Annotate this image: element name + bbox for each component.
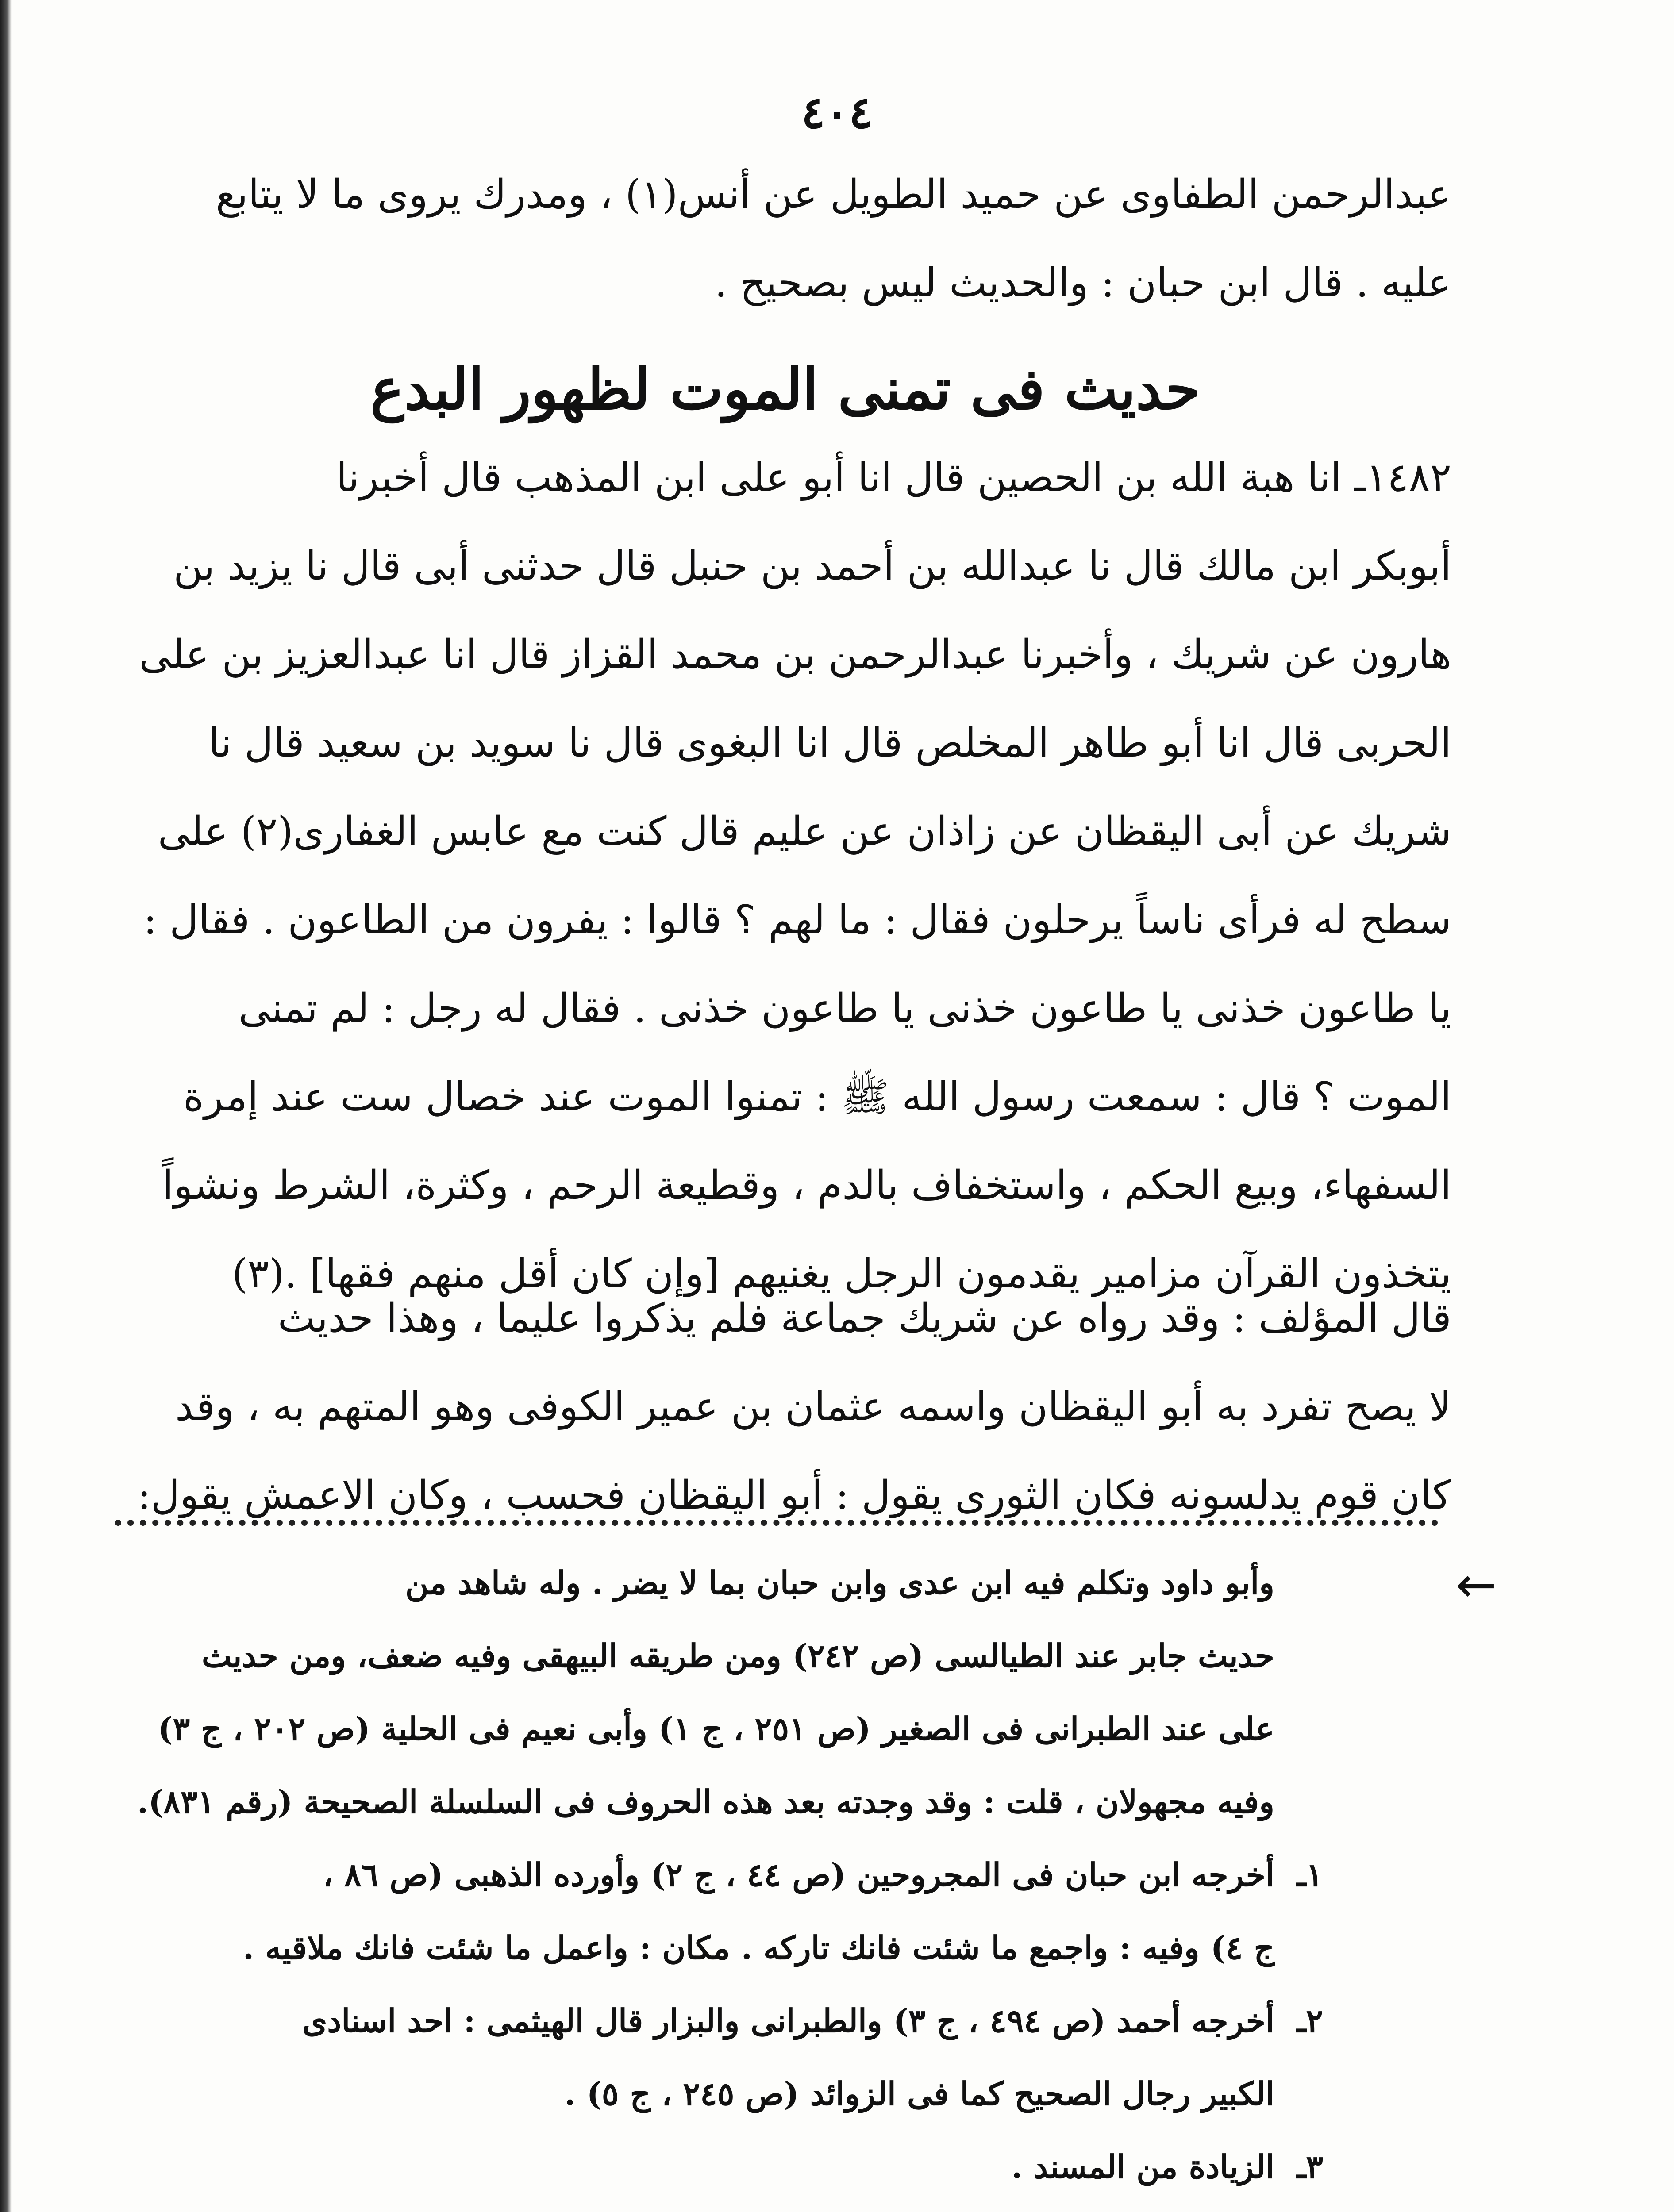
hadith-line: الحربى قال انا أبو طاهر المخلص قال انا البغوى قال نا سويد بن سعيد قال نا [208, 720, 1451, 766]
author-note-line: كان قوم يدلسونه فكان الثورى يقول : أبو اليقظان فحسب ، وكان الاعمش يقول: [137, 1472, 1451, 1518]
footnote-text: الزيادة من المسند . [1011, 2148, 1274, 2185]
intro-line: عبدالرحمن الطفاوى عن حميد الطويل عن أنس(١) ، ومدرك يروى ما لا يتابع [216, 171, 1451, 218]
page-binding-shadow [0, 0, 12, 2212]
hadith-line: السفهاء، وبيع الحكم ، واستخفاف بالدم ، وقطيعة الرحم ، وكثرة، الشرط ونشواً [162, 1162, 1451, 1209]
hadith-line: سطح له فرأى ناساً يرحلون فقال : ما لهم ؟ قالوا : يفرون من الطاعون . فقال : [143, 897, 1451, 943]
footnote-number: ٣ـ [1297, 2148, 1323, 2185]
footnote-1-line: ج ٤) وفيه : واجمع ما شئت فانك تاركه . مكان : واعمل ما شئت فانك ملاقيه . [243, 1929, 1274, 1966]
hadith-line: شريك عن أبى اليقظان عن زاذان عن عليم قال كنت مع عابس الغفارى(٢) على [158, 808, 1451, 855]
footnote-continuation-line: وأبو داود وتكلم فيه ابن عدى وابن حبان بما لا يضر . وله شاهد من [405, 1564, 1274, 1601]
footnotes-section [119, 1546, 1323, 2203]
hadith-line: هارون عن شريك ، وأخبرنا عبدالرحمن بن محمد القزاز قال انا عبدالعزيز بن على [139, 631, 1451, 678]
footnote-continuation-line: حديث جابر عند الطيالسى (ص ٢٤٢) ومن طريقه البيهقى وفيه ضعف، ومن حديث [201, 1637, 1274, 1674]
section-heading: حديث فى تمنى الموت لظهور البدع [370, 356, 1201, 422]
continuation-arrow-icon: ← [1456, 1556, 1497, 1613]
hadith-line: الموت ؟ قال : سمعت رسول الله ﷺ : تمنوا الموت عند خصال ست عند إمرة [183, 1074, 1451, 1120]
footnote-2 [119, 1984, 1323, 2057]
intro-paragraph [119, 150, 1451, 327]
author-note-line: قال المؤلف : وقد رواه عن شريك جماعة فلم يذكروا عليما ، وهذا حديث [277, 1295, 1451, 1341]
footnote-number: ١ـ [1297, 1856, 1323, 1893]
footnote-continuation-line: على عند الطبرانى فى الصغير (ص ٢٥١ ، ج ١) وأبى نعيم فى الحلية (ص ٢٠٢ ، ج ٣) [158, 1710, 1274, 1747]
footnote-separator [115, 1520, 1438, 1526]
hadith-line: ١٤٨٢ـ انا هبة الله بن الحصين قال انا أبو على ابن المذهب قال أخبرنا [336, 454, 1451, 501]
author-note-paragraph [119, 1274, 1451, 1540]
footnote-number: ٢ـ [1297, 2002, 1323, 2039]
footnote-3 [119, 2130, 1323, 2203]
footnote-text: أخرجه أحمد (ص ٤٩٤ ، ج ٣) والطبرانى والبزار قال الهيثمى : احد اسنادى [302, 2002, 1274, 2039]
footnote-1 [119, 1838, 1323, 1911]
page-number: ٤٠٤ [801, 86, 873, 138]
author-note-line: لا يصح تفرد به أبو اليقظان واسمه عثمان بن عمير الكوفى وهو المتهم به ، وقد [175, 1383, 1451, 1430]
hadith-paragraph [119, 434, 1451, 1318]
footnote-continuation-line: وفيه مجهولان ، قلت : وقد وجدته بعد هذه الحروف فى السلسلة الصحيحة (رقم ٨٣١). [137, 1783, 1274, 1820]
footnote-text: أخرجه ابن حبان فى المجروحين (ص ٤٤ ، ج ٢) وأورده الذهبى (ص ٨٦ ، [323, 1856, 1274, 1893]
hadith-line: يا طاعون خذنى يا طاعون خذنى يا طاعون خذنى . فقال له رجل : لم تمنى [238, 985, 1451, 1032]
footnote-2-line: الكبير رجال الصحيح كما فى الزوائد (ص ٢٤٥ ، ج ٥) . [564, 2075, 1274, 2112]
intro-line: عليه . قال ابن حبان : والحديث ليس بصحيح . [714, 260, 1451, 306]
hadith-line: يتخذون القرآن مزامير يقدمون الرجل يغنيهم [وإن كان أقل منهم فقها] .(٣) [232, 1251, 1451, 1297]
hadith-line: أبوبكر ابن مالك قال نا عبدالله بن أحمد بن حنبل قال حدثنى أبى قال نا يزيد بن [173, 543, 1451, 589]
